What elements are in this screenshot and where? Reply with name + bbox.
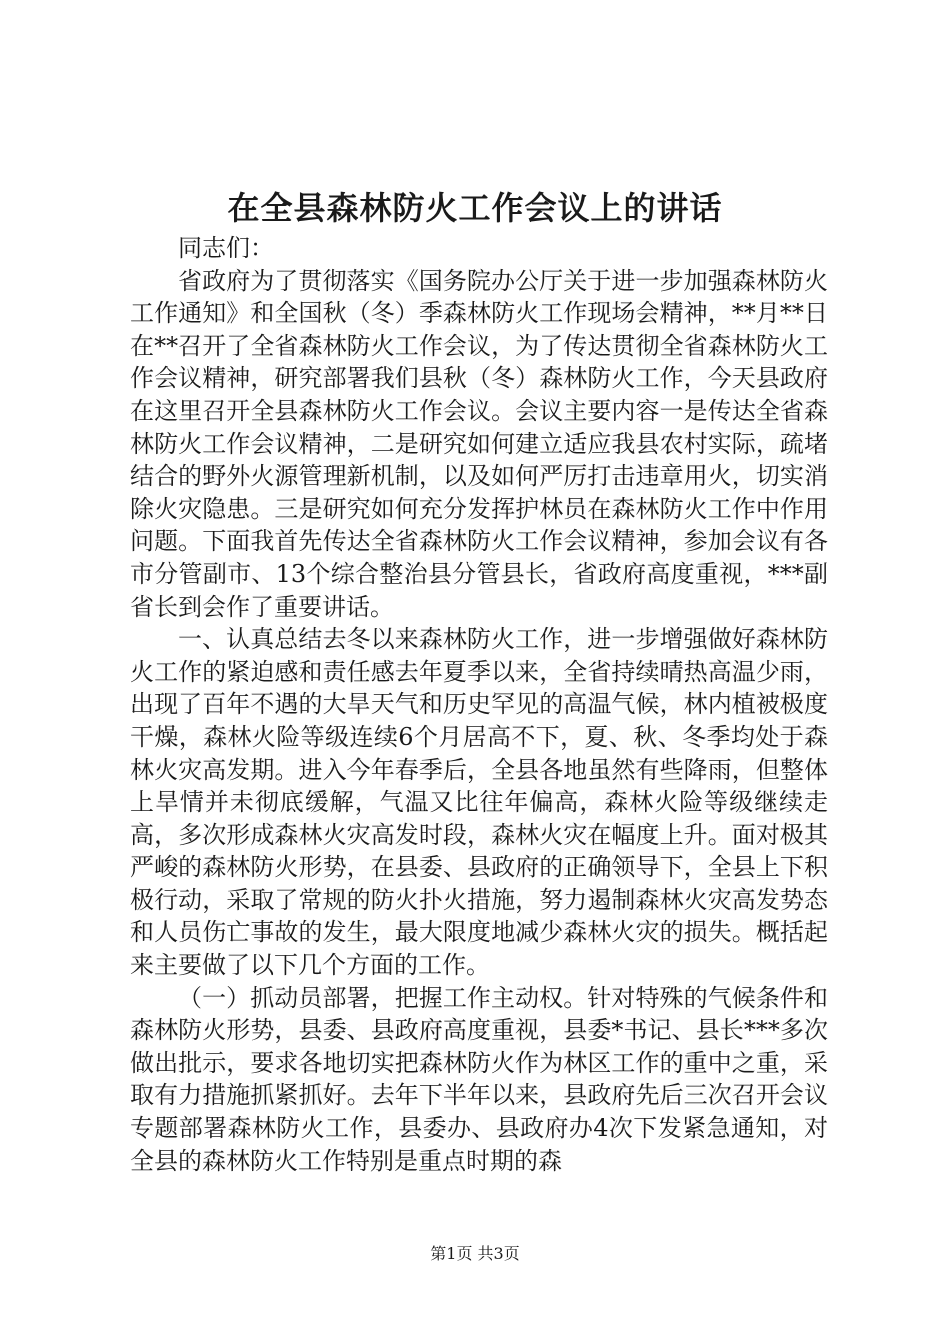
paragraph: 省政府为了贯彻落实《国务院办公厅关于进一步加强森林防火工作通知》和全国秋（冬）季森林防火工作现场会精神，**月**日在**召开了全省森林防火工作会议，为了传达贯彻全省森林防火工作会议精神，研究部署我们县秋（冬）森林防火工作，今天县政府在这里召开全县森林防火工作会议。会议主要内容一是传达全省森林防火工作会议精神，二是研究如何建立适应我县农村实际，疏堵结合的野外火源管理新机制，以及如何严厉打击违章用火，切实消除火灾隐患。三是研究如何充分发挥护林员在森林防火工作中作用问题。下面我首先传达全省森林防火工作会议精神，参加会议有各市分管副市、13个综合整治县分管县长，省政府高度重视，***副省长到会作了重要讲话。 bbox=[130, 266, 828, 621]
paragraph: 一、认真总结去冬以来森林防火工作，进一步增强做好森林防火工作的紧迫感和责任感去年夏季以来，全省持续晴热高温少雨，出现了百年不遇的大旱天气和历史罕见的高温气候，林内植被极度干燥，森林火险等级连续6个月居高不下，夏、秋、冬季均处于森林火灾高发期。进入今年春季后，全县各地虽然有些降雨，但整体上旱情并未彻底缓解，气温又比往年偏高，森林火险等级继续走高，多次形成森林火灾高发时段，森林火灾在幅度上升。面对极其严峻的森林防火形势，在县委、县政府的正确领导下，全县上下积极行动，采取了常规的防火扑火措施，努力遏制森林火灾高发势态和人员伤亡事故的发生，最大限度地减少森林火灾的损失。概括起来主要做了以下几个方面的工作。 bbox=[130, 625, 828, 980]
page-footer: 第1页 共3页 bbox=[430, 1244, 520, 1263]
document-title: 在全县森林防火工作会议上的讲话 bbox=[227, 189, 723, 227]
paragraph: （一）抓动员部署，把握工作主动权。针对特殊的气候条件和森林防火形势，县委、县政府高度重视，县委*书记、县长***多次做出批示，要求各地切实把森林防火作为林区工作的重中之重，采取有力措施抓紧抓好。去年下半年以来，县政府先后三次召开会议专题部署森林防火工作，县委办、县政府办4次下发紧急通知，对全县的森林防火工作特别是重点时期的森 bbox=[130, 983, 828, 1175]
document-body bbox=[130, 232, 828, 1177]
paragraph-salutation: 同志们： bbox=[178, 234, 274, 262]
